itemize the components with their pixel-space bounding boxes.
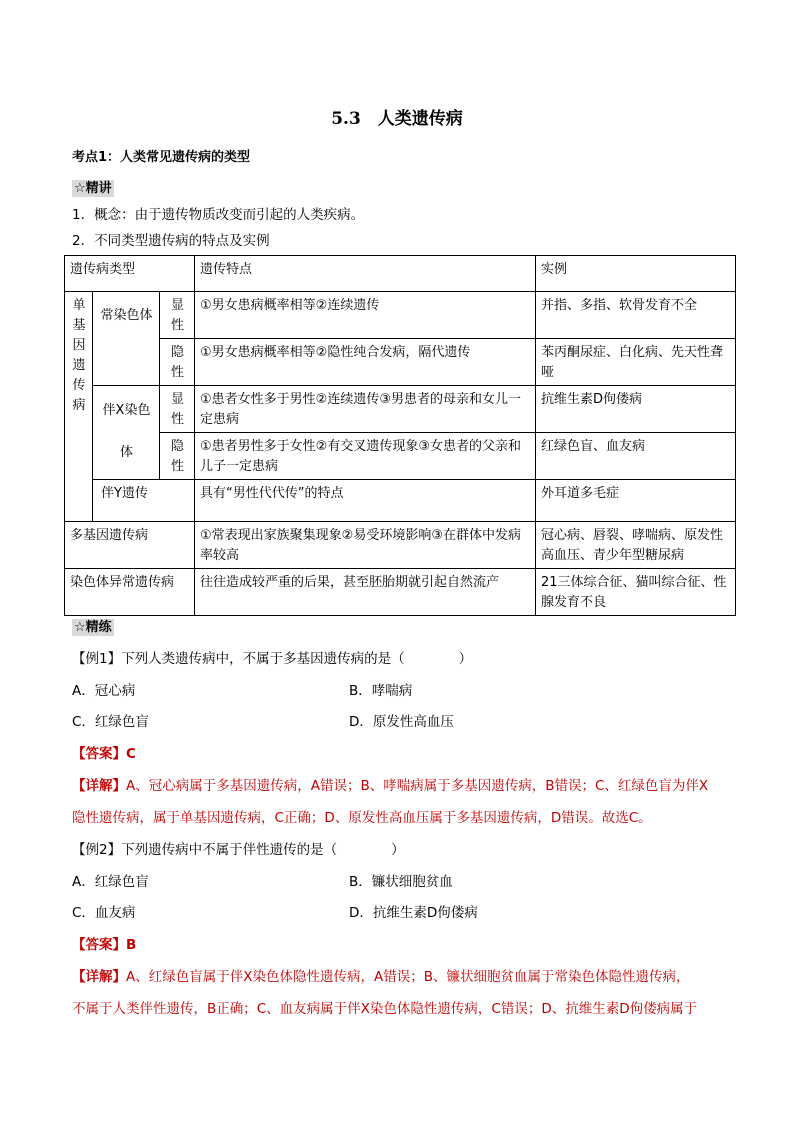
question-2-detail-line-2: 不属于人类伴性遗传，B正确；C、血友病属于伴X染色体隐性遗传病，C错误；D、抗维生素D佝偻病属于 <box>72 1001 698 1017</box>
question-2-option-b: B．镰状细胞贫血 <box>349 874 453 890</box>
ylinked-label: 伴Y遗传 <box>93 480 195 522</box>
example-cell: 苯丙酮尿症、白化病、先天性聋哑 <box>536 339 736 386</box>
detail-label: 【详解】 <box>72 969 126 985</box>
question-2-option-c: C．血友病 <box>72 905 136 921</box>
feature-cell: ①男女患病概率相等②连续遗传 <box>195 292 536 339</box>
question-1-answer: 【答案】C <box>72 746 136 762</box>
genetic-disease-table <box>64 255 736 616</box>
question-1-detail-line-2: 隐性遗传病，属于单基因遗传病，C正确；D、原发性高血压属于多基因遗传病，D错误。故选C。 <box>72 810 652 826</box>
recessive-label: 隐性 <box>160 433 195 480</box>
single-gene-label: 单基因遗传病 <box>65 292 93 522</box>
example-cell: 红绿色盲、血友病 <box>536 433 736 480</box>
example-cell: 并指、多指、软骨发育不全 <box>536 292 736 339</box>
feature-cell: ①男女患病概率相等②隐性纯合发病，隔代遗传 <box>195 339 536 386</box>
dominant-label: 显性 <box>160 292 195 339</box>
example-cell: 抗维生素D佝偻病 <box>536 386 736 433</box>
question-2-stem: 【例2】下列遗传病中不属于伴性遗传的是（ ） <box>72 842 405 858</box>
multi-gene-label: 多基因遗传病 <box>65 522 195 569</box>
detail-text: A、红绿色盲属于伴X染色体隐性遗传病，A错误；B、镰状细胞贫血属于常染色体隐性遗传病， <box>126 969 690 985</box>
question-2-option-d: D．抗维生素D佝偻病 <box>349 905 478 921</box>
autosome-label: 常染色体 <box>93 292 160 386</box>
header-example: 实例 <box>536 256 736 292</box>
kaodian-heading: 考点1：人类常见遗传病的类型 <box>72 150 251 165</box>
question-1-detail-line-1 <box>72 774 708 794</box>
question-2-detail-line-1 <box>72 965 689 985</box>
feature-cell: ①患者女性多于男性②连续遗传③男患者的母亲和女儿一定患病 <box>195 386 536 433</box>
dominant-label: 显性 <box>160 386 195 433</box>
detail-label: 【详解】 <box>72 778 126 794</box>
feature-cell: ①患者男性多于女性②有交叉遗传现象③女患者的父亲和儿子一定患病 <box>195 433 536 480</box>
page-title: 5.3 人类遗传病 <box>331 109 463 129</box>
chromosome-label: 染色体异常遗传病 <box>65 569 195 616</box>
question-2-answer: 【答案】B <box>72 937 137 953</box>
section-tag: ☆精练 <box>74 620 112 635</box>
section-jinglian <box>72 616 114 635</box>
header-type: 遗传病类型 <box>65 256 195 292</box>
question-2-option-a: A．红绿色盲 <box>72 874 149 890</box>
detail-text: A、冠心病属于多基因遗传病，A错误；B、哮喘病属于多基因遗传病，B错误；C、红绿色盲为伴X <box>126 778 709 794</box>
recessive-label: 隐性 <box>160 339 195 386</box>
header-feature: 遗传特点 <box>195 256 536 292</box>
question-1-option-d: D．原发性高血压 <box>349 714 454 730</box>
feature-cell: 具有“男性代代传”的特点 <box>195 480 536 522</box>
paragraph-concept: 1．概念：由于遗传物质改变而引起的人类疾病。 <box>72 207 365 223</box>
section-tag: ☆精讲 <box>74 181 112 196</box>
feature-cell: ①常表现出家族聚集现象②易受环境影响③在群体中发病率较高 <box>195 522 536 569</box>
question-1-option-a: A．冠心病 <box>72 683 136 699</box>
question-1-option-c: C．红绿色盲 <box>72 714 149 730</box>
feature-cell: 往往造成较严重的后果，甚至胚胎期就引起自然流产 <box>195 569 536 616</box>
example-cell: 外耳道多毛症 <box>536 480 736 522</box>
question-1-option-b: B．哮喘病 <box>349 683 413 699</box>
example-cell: 冠心病、唇裂、哮喘病、原发性高血压、青少年型糖尿病 <box>536 522 736 569</box>
example-cell: 21三体综合征、猫叫综合征、性腺发育不良 <box>536 569 736 616</box>
xlinked-label: 伴X染色体 <box>93 386 160 480</box>
paragraph-table-intro: 2．不同类型遗传病的特点及实例 <box>72 233 270 249</box>
section-jingjiang <box>72 177 114 196</box>
question-1-stem: 【例1】下列人类遗传病中，不属于多基因遗传病的是（ ） <box>72 651 473 667</box>
